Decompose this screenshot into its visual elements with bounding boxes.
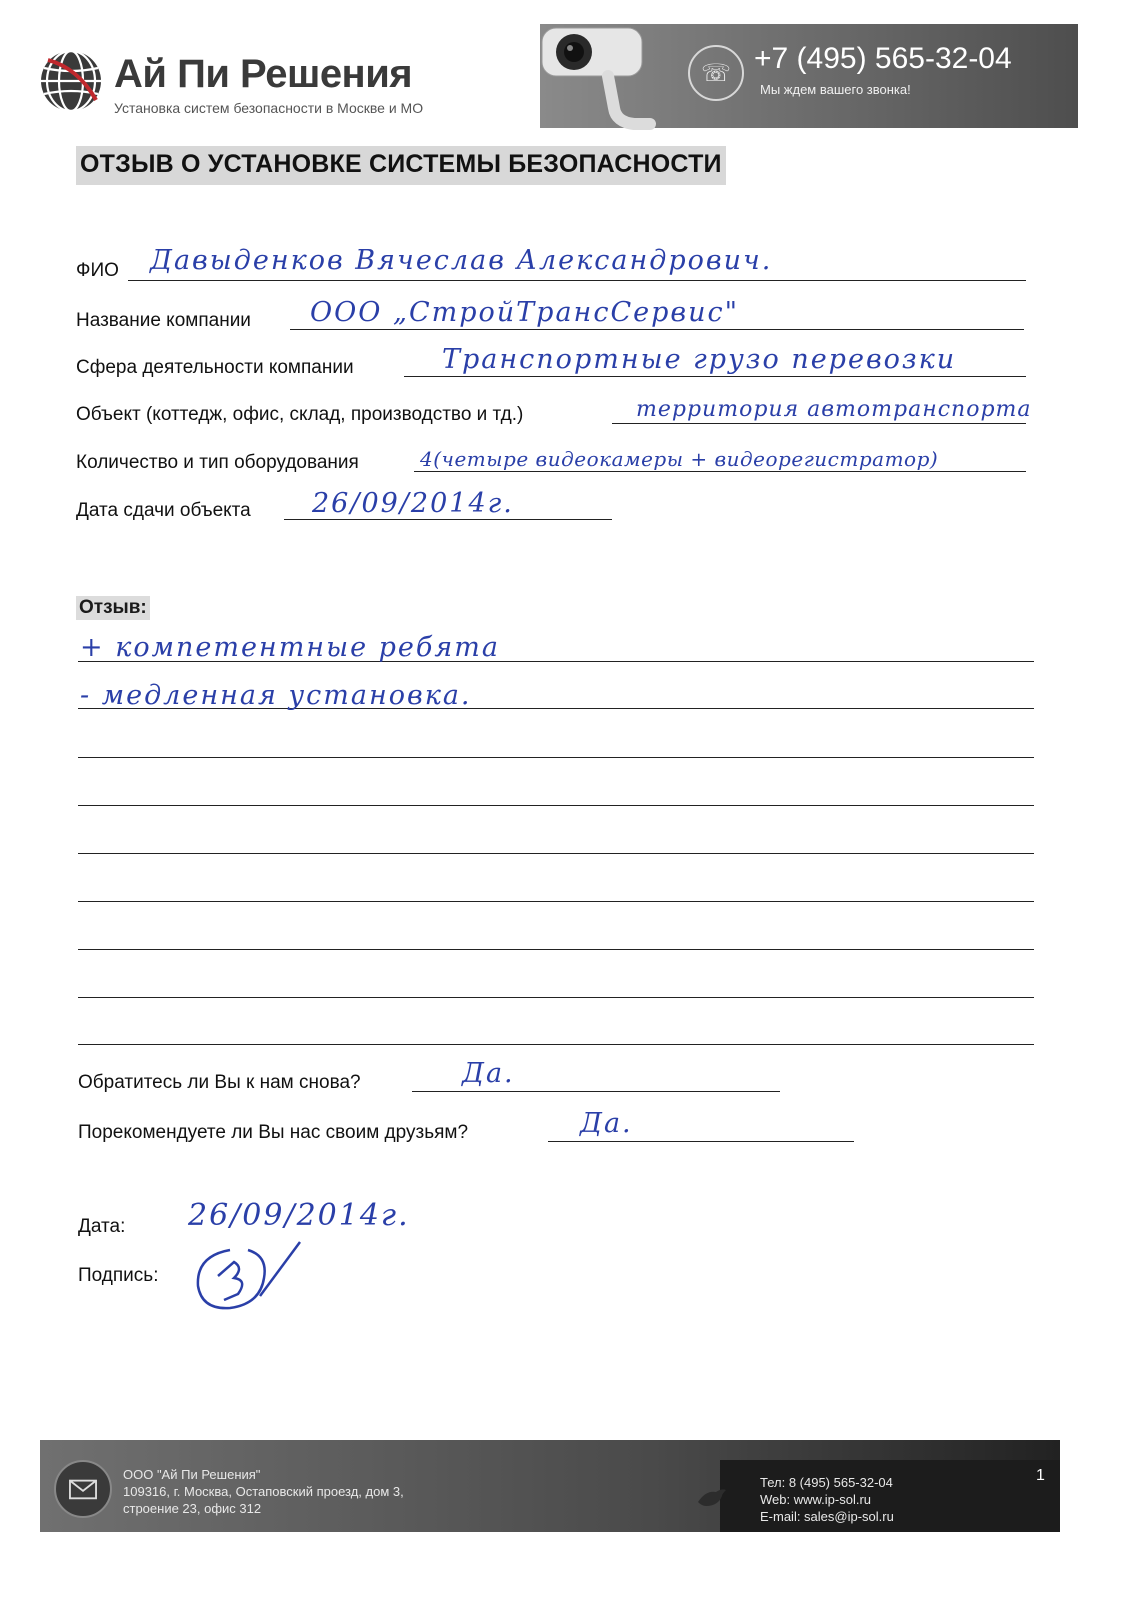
handover-date-label: Дата сдачи объекта: [76, 500, 251, 521]
company-underline: [290, 329, 1024, 330]
sphere-label: Сфера деятельности компании: [76, 357, 354, 378]
return-question-underline: [412, 1091, 780, 1092]
page-title: ОТЗЫВ О УСТАНОВКЕ СИСТЕМЫ БЕЗОПАСНОСТИ: [76, 146, 726, 185]
return-question-answer[interactable]: Да.: [462, 1058, 515, 1089]
header-phone[interactable]: +7 (495) 565-32-04: [754, 42, 1012, 75]
date-label: Дата:: [78, 1216, 126, 1237]
signature-label: Подпись:: [78, 1265, 159, 1286]
footer-address: [123, 1466, 404, 1517]
footer-company: ООО "Ай Пи Решения": [123, 1467, 261, 1482]
camera-icon: [538, 24, 658, 132]
company-label: Название компании: [76, 310, 251, 331]
fio-label: ФИО: [76, 260, 119, 281]
object-underline: [612, 423, 1026, 424]
footer-contacts: [760, 1474, 894, 1525]
review-line-text[interactable]: + компетентные ребята: [80, 632, 500, 663]
review-line: [78, 1044, 1034, 1045]
recommend-question-underline: [548, 1141, 854, 1142]
brand-tagline: Установка систем безопасности в Москве и МО: [114, 100, 424, 116]
fio-value[interactable]: Давыденков Вячеслав Александрович.: [150, 245, 773, 276]
phone-icon: ☏: [688, 45, 744, 101]
footer-tel[interactable]: Тел: 8 (495) 565-32-04: [760, 1475, 893, 1490]
globe-logo-icon: [38, 48, 104, 114]
equipment-underline: [414, 471, 1026, 472]
company-value[interactable]: ООО „СтройТрансСервис": [310, 297, 740, 328]
recommend-question-label: Порекомендуете ли Вы нас своим друзьям?: [78, 1122, 469, 1143]
review-line: [78, 997, 1034, 998]
footer-address-line2: строение 23, офис 312: [123, 1501, 262, 1516]
review-line: [78, 853, 1034, 854]
brand-name: Ай Пи Решения: [114, 52, 413, 96]
sphere-underline: [404, 376, 1026, 377]
handover-date-underline: [284, 519, 612, 520]
fio-underline: [128, 280, 1026, 281]
review-line: [78, 901, 1034, 902]
object-label: Объект (коттедж, офис, склад, производство и тд.): [76, 404, 524, 425]
call-note: Мы ждем вашего звонка!: [760, 82, 911, 97]
review-line: [78, 757, 1034, 758]
review-label: Отзыв:: [76, 596, 150, 620]
footer-address-line1: 109316, г. Москва, Остаповский проезд, дом 3,: [123, 1484, 404, 1499]
bird-icon: [696, 1484, 728, 1510]
footer-email[interactable]: E-mail: sales@ip-sol.ru: [760, 1509, 894, 1524]
recommend-question-answer[interactable]: Да.: [580, 1108, 633, 1139]
equipment-value[interactable]: 4(четыре видеокамеры + видеорегистратор): [420, 447, 939, 471]
review-line: [78, 949, 1034, 950]
sphere-value[interactable]: Транспортные грузо перевозки: [442, 344, 957, 375]
date-value[interactable]: 26/09/2014г.: [188, 1198, 410, 1233]
footer-web[interactable]: Web: www.ip-sol.ru: [760, 1492, 872, 1507]
handover-date-value[interactable]: 26/09/2014г.: [312, 488, 514, 519]
return-question-label: Обратитесь ли Вы к нам снова?: [78, 1072, 361, 1093]
equipment-label: Количество и тип оборудования: [76, 452, 359, 473]
review-line-text[interactable]: - медленная установка.: [80, 680, 472, 711]
object-value[interactable]: территория автотранспорта: [636, 397, 1032, 422]
envelope-icon: [54, 1460, 112, 1518]
page-number: 1: [1036, 1467, 1045, 1484]
review-line: [78, 805, 1034, 806]
signature-mark: [190, 1238, 310, 1318]
